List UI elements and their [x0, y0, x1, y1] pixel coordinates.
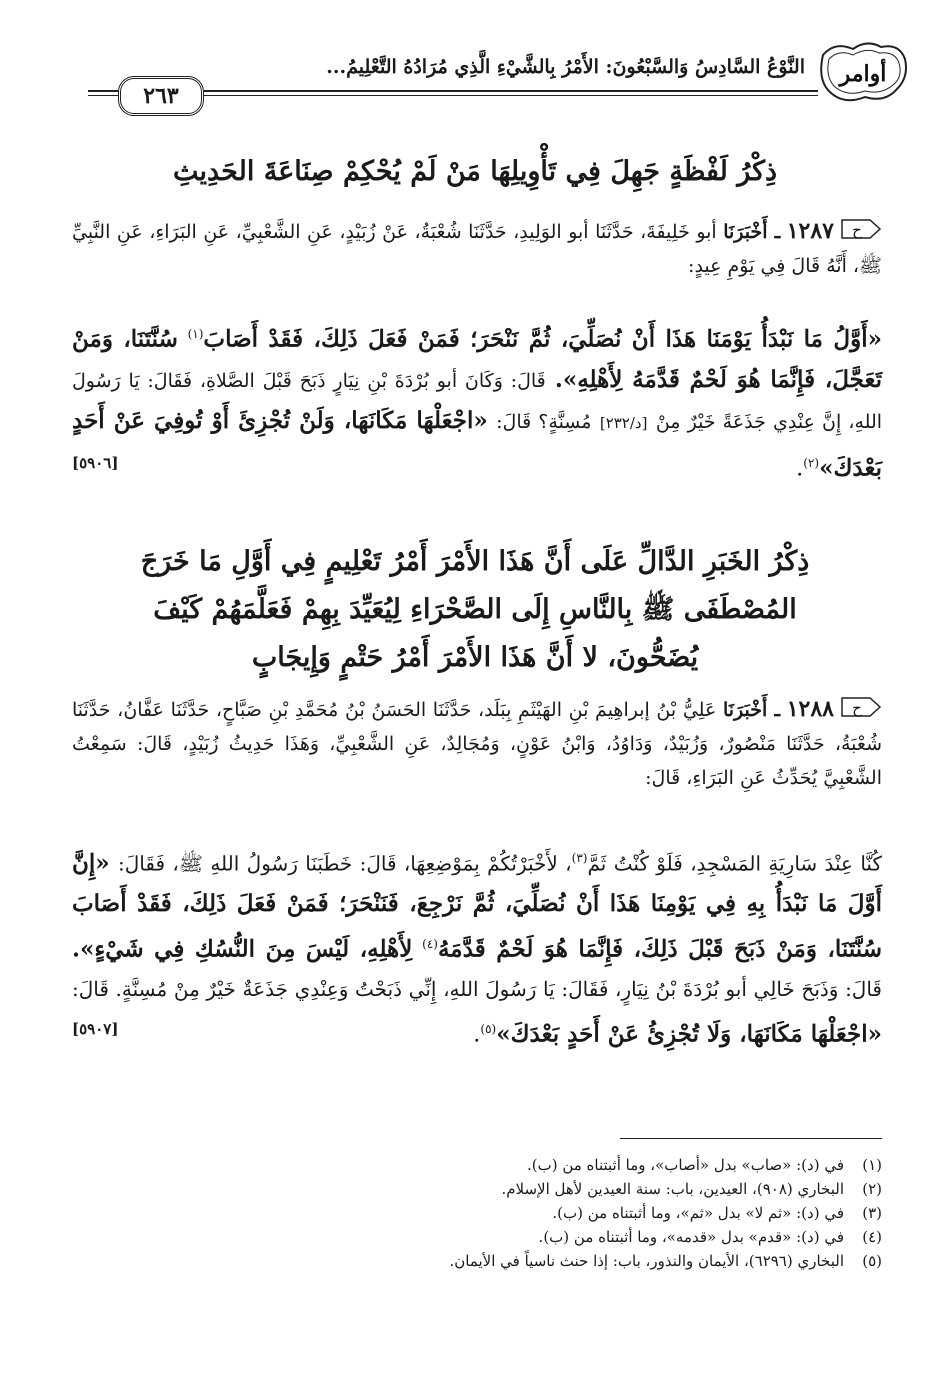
akhbarana: ـ أَخْبَرَنَا: [723, 221, 781, 243]
manuscript-tag: [د/٢٣٢]: [599, 413, 648, 432]
footnote-rule: [620, 1138, 882, 1139]
isnad-text: عَلِيُّ بْنُ إبراهِيمَ بْنِ الهَيْثَمِ بِبَلَد، حَدَّثَنَا الحَسَنُ بْنُ مُحَمَّدِ بْنِ صَبَّاحٍ، حَدَّثَنَا عَفَّانُ، حَدَّثَنَا شُعْبَةُ، حَدَّثَنَا مَنْصُورٌ، وَزُبَيْدٌ، وَدَاوُدُ، وَابْنُ عَوْنٍ، وَمُجَالِدٌ، عَنِ الشَّعْبِيِّ، وَهَذَا حَدِيثُ زُبَيْدٍ، قَالَ: سَمِعْتُ الشَّعْبِيَّ يُحَدِّثُ عَنِ البَرَاءِ، قَالَ:: [72, 699, 882, 789]
page-number: ٢٦٣: [118, 76, 204, 116]
narration-text: قَالَ: وَذَبَحَ خَالِي أبو بُرْدَةَ بْنُ نِيَارٍ، فَقَالَ: يَا رَسُولَ اللهِ، إِنِّي ذَبَحْتُ وَعِنْدِي جَذَعَةٌ خَيْرٌ مِنْ مُسِنَّةٍ. قَالَ:: [72, 977, 882, 1002]
hadith-1287-matn: «أَوَّلُ مَا نَبْدَأُ يَوْمَنَا هَذَا أَنْ نُصَلِّيَ، ثُمَّ نَنْحَرَ؛ فَمَنْ فَعَلَ ذَلِكَ، فَقَدْ أَصَابَ$^{(١)}$ سُنَّتَنَا، وَمَنْ تَعَجَّلَ، فَإِنَّمَا هُوَ لَحْمٌ قَدَّمَهُ لِأَهْلِهِ». قَالَ: وَكَانَ أبو بُرْدَةَ بْنِ نِيَارٍ ذَبَحَ قَبْلَ الصَّلاةِ، فَقَالَ: يَا رَسُولَ اللهِ، إِنَّ عِنْدِي جَذَعَةً خَيْرٌ مِنْ [د/٢٣٢] مُسِنَّةٍ؟ قَالَ: «اجْعَلْهَا مَكَانَهَا، وَلَنْ تُجْزِئَ أَوْ تُوفِيَ عَنْ أَحَدٍ بَعْدَكَ»$^{(٢)}$. [٥٩٠٦]: [72, 325, 883, 482]
footnote-item: (٣)في (د): «ثم لا» بدل «ثم»، وما أثبتناه من (ب).: [552, 1204, 882, 1222]
isnad-text: أبو خَلِيفَةَ، حَدَّثَنَا أبو الوَلِيدِ، حَدَّثَنَا شُعْبَةُ، عَنْ زُبَيْدٍ، عَنِ الشَّعْبِيِّ، عَنِ البَرَاءِ، عَنِ النَّبِيِّ ﷺ، أَنَّهُ قَالَ فِي يَوْمِ عِيدٍ:: [72, 221, 882, 277]
section-heading-2: ذِكْرُ الخَبَرِ الدَّالِّ عَلَى أَنَّ هَذَا الأَمْرَ أَمْرُ تَعْلِيمٍ فِي أَوَّلِ مَا خَرَجَ المُصْطَفَى ﷺ بِالنَّاسِ إِلَى الصَّحْرَاءِ لِيُعَيِّدَ بِهِمْ فَعَلَّمَهُمْ كَيْفَ يُضَحُّونَ، لا أَنَّ هَذَا الأَمْرَ أَمْرُ حَتْمٍ وَإِيجَابٍ: [140, 546, 810, 673]
svg-text:ح: ح: [852, 221, 862, 239]
hadith-badge-icon: [840, 694, 882, 720]
footnote-mark: (١): [187, 327, 204, 341]
reference-tag: [٥٩٠٦]: [72, 453, 119, 472]
svg-text:ح: ح: [852, 699, 862, 717]
narration-text: ، لأَخْبَرْتُكُمْ بِمَوْضِعِهَا، قَالَ: خَطَبَنَا رَسُولُ اللهِ ﷺ، فَقَالَ:: [117, 851, 572, 876]
footnote-mark: (٤): [422, 936, 438, 951]
hadith-number: ١٢٨٨: [786, 696, 834, 722]
matn-text: سُنَّتَنَا، وَمَنْ تَعَجَّلَ، فَإِنَّمَا هُوَ لَحْمٌ قَدَّمَهُ لِأَهْلِهِ».: [72, 325, 883, 393]
page-header: [100, 52, 900, 122]
hadith-1288-isnad: [72, 692, 882, 795]
narration-text: كُنَّا عِنْدَ سَارِيَةِ المَسْجِدِ، فَلَوْ كُنْتُ ثَمَّ: [587, 851, 882, 876]
matn-text: «أَوَّلُ مَا نَبْدَأُ يَوْمَنَا هَذَا أَنْ نُصَلِّيَ، ثُمَّ نَنْحَرَ؛ فَمَنْ فَعَلَ ذَلِكَ، فَقَدْ أَصَابَ: [203, 325, 882, 353]
hadith-1288-matn: كُنَّا عِنْدَ سَارِيَةِ المَسْجِدِ، فَلَوْ كُنْتُ ثَمَّ$^{(٣)}$، لأَخْبَرْتُكُمْ بِمَوْضِعِهَا، قَالَ: خَطَبَنَا رَسُولُ اللهِ ﷺ، فَقَالَ: «إِنَّ أَوَّلَ مَا نَبْدَأُ بِهِ فِي يَوْمِنَا هَذَا أَنْ نُصَلِّيَ، ثُمَّ نَرْجِعَ، فَنَنْحَرَ؛ فَمَنْ فَعَلَ ذَلِكَ، فَقَدْ أَصَابَ سُنَّتَنَا، وَمَنْ ذَبَحَ قَبْلَ ذَلِكَ، فَإِنَّمَا هُوَ لَحْمٌ قَدَّمَهُ$^{(٤)}$ لِأَهْلِهِ، لَيْسَ مِنَ النُّسُكِ فِي شَيْءٍ». قَالَ: وَذَبَحَ خَالِي أبو بُرْدَةَ بْنُ نِيَارٍ، فَقَالَ: يَا رَسُولَ اللهِ، إِنِّي ذَبَحْتُ وَعِنْدِي جَذَعَةٌ خَيْرٌ مِنْ مُسِنَّةٍ. قَالَ: «اجْعَلْهَا مَكَانَهَا، وَلَا تُجْزِئُ عَنْ أَحَدٍ بَعْدَكَ»$^{(٥)}$. [٥٩٠٧]: [72, 849, 883, 1048]
akhbarana: ـ أَخْبَرَنَا: [722, 699, 781, 721]
footnote-mark: (٢): [803, 455, 820, 470]
footnotes: [110, 1153, 882, 1273]
footnote-item: (٢)البخاري (٩٠٨)، العيدين، باب: سنة العيدين لأهل الإسلام.: [501, 1180, 882, 1198]
hadith-number: ١٢٨٧: [786, 218, 834, 244]
section-heading-1: ذِكْرُ لَفْظَةٍ جَهِلَ فِي تَأْوِيلِهَا مَنْ لَمْ يُحْكِمْ صِنَاعَةَ الحَدِيثِ: [172, 156, 778, 187]
matn-text: لِأَهْلِهِ، لَيْسَ مِنَ النُّسُكِ فِي شَيْءٍ».: [72, 935, 413, 963]
footnote-item: (٥)البخاري (٦٢٩٦)، الأيمان والنذور، باب: إذا حنث ناسياً في الأيمان.: [449, 1252, 882, 1270]
footnote-mark: (٣): [571, 851, 588, 865]
matn-text: «اجْعَلْهَا مَكَانَهَا، وَلَنْ تُجْزِئَ أَوْ تُوفِيَ عَنْ أَحَدٍ بَعْدَكَ»: [72, 406, 882, 482]
svg-text:أوامر: أوامر: [839, 61, 887, 87]
reference-tag: [٥٩٠٧]: [72, 1020, 119, 1039]
matn-text: «اجْعَلْهَا مَكَانَهَا، وَلَا تُجْزِئُ عَنْ أَحَدٍ بَعْدَكَ»: [496, 1020, 882, 1048]
narration-text: قَالَ: وَكَانَ أبو بُرْدَةَ بْنِ نِيَارٍ ذَبَحَ قَبْلَ الصَّلاةِ، فَقَالَ: يَا رَسُولَ اللهِ، إِنَّ عِنْدِي جَذَعَةً خَيْرٌ مِنْ: [72, 369, 883, 433]
hadith-1287-isnad: [72, 214, 882, 283]
footnote-mark: (٥): [480, 1022, 497, 1037]
footnote-item: (٤)في (د): «قدم» بدل «قدمه»، وما أثبتناه من (ب).: [538, 1228, 882, 1246]
running-title: النَّوْعُ السَّادِسُ وَالسَّبْعُونَ: الأَمْرُ بِالشَّيْءِ الَّذِي مُرَادُهُ التَّعْلِيمُ...: [326, 56, 805, 78]
narration-text: مُسِنَّةٍ؟ قَالَ:: [496, 410, 592, 433]
chapter-logo-icon: [815, 37, 910, 107]
footnote-item: (١)في (د): «صاب» بدل «أصاب»، وما أثبتناه من (ب).: [526, 1156, 882, 1174]
hadith-badge-icon: [840, 216, 882, 242]
matn-text: «إِنَّ أَوَّلَ مَا نَبْدَأُ بِهِ فِي يَوْمِنَا هَذَا أَنْ نُصَلِّيَ، ثُمَّ نَرْجِعَ، فَنَنْحَرَ؛ فَمَنْ فَعَلَ ذَلِكَ، فَقَدْ أَصَابَ سُنَّتَنَا، وَمَنْ ذَبَحَ قَبْلَ ذَلِكَ، فَإِنَّمَا هُوَ لَحْمٌ قَدَّمَهُ: [72, 849, 883, 963]
